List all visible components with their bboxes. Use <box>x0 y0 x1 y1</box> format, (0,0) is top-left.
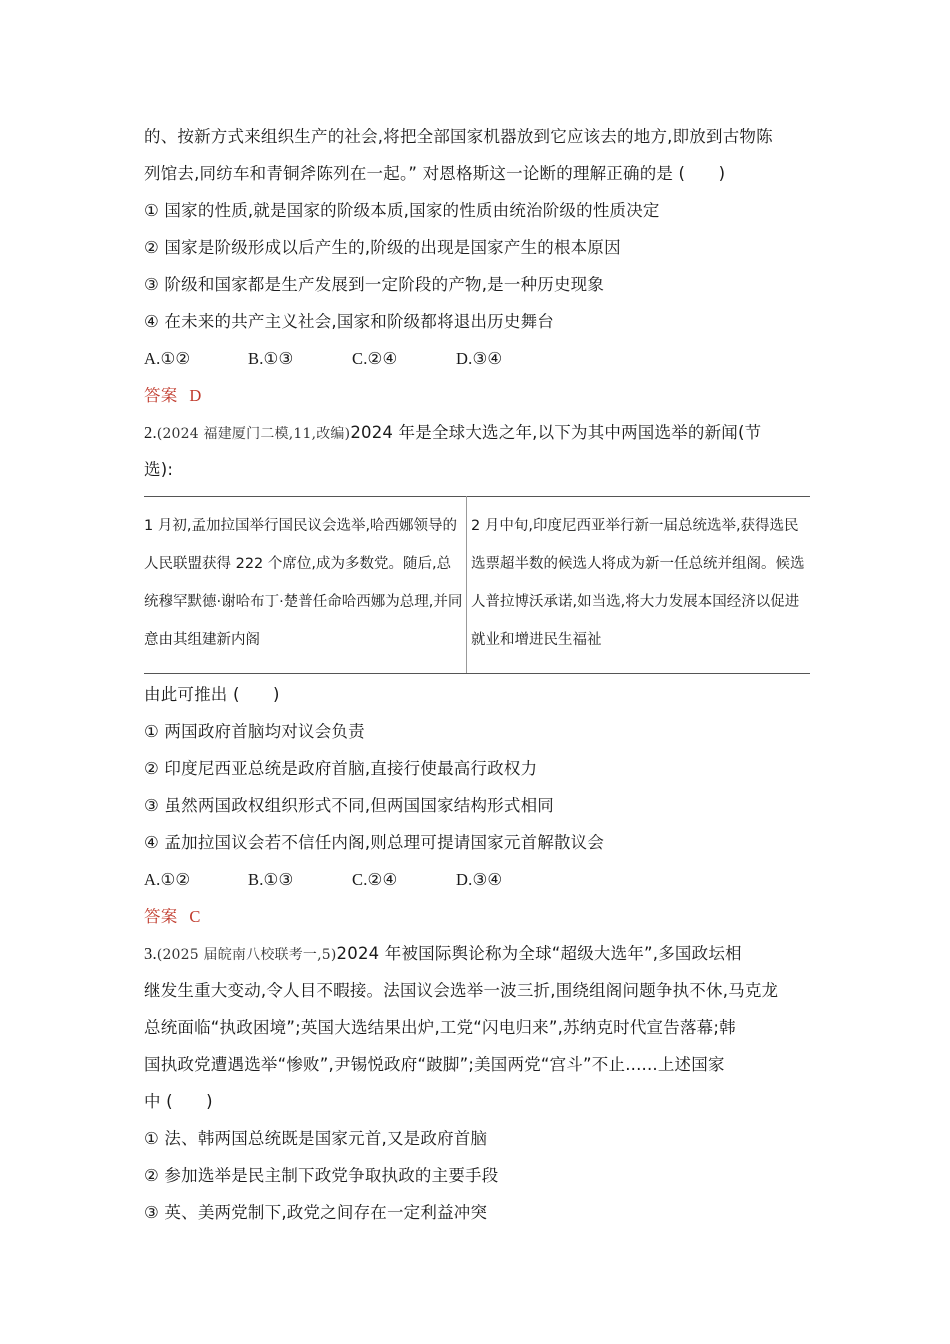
q2-stem-text: 2024 年是全球大选之年,以下为其中两国选举的新闻(节 <box>350 423 762 442</box>
news-table <box>144 496 810 674</box>
q1-statement: ③ 阶级和国家都是生产发展到一定阶段的产物,是一种历史现象 <box>144 275 605 294</box>
q2-answer <box>144 898 810 935</box>
answer-label: 答案 <box>144 907 178 926</box>
document-page <box>144 118 810 1231</box>
q1-options <box>144 340 810 377</box>
q2-statement: ③ 虽然两国政权组织形式不同,但两国国家结构形式相同 <box>144 796 554 815</box>
q1-statement: ① 国家的性质,就是国家的阶级本质,国家的性质由统治阶级的性质决定 <box>144 201 660 220</box>
q2-option-c: C.②④ <box>352 870 398 889</box>
news-indonesia: 2 月中旬,印度尼西亚举行新一届总统选举,获得选民选票超半数的候选人将成为新一任总统并组阁。候选人普拉博沃承诺,如当选,将大力发展本国经济以促进就业和增进民生福祉 <box>467 497 811 674</box>
q1-option-c: C.②④ <box>352 349 398 368</box>
news-row <box>144 497 810 674</box>
q1-option-b: B.①③ <box>248 349 294 368</box>
q1-statement: ② 国家是阶级形成以后产生的,阶级的出现是国家产生的根本原因 <box>144 238 621 257</box>
q3-number: 3. <box>144 944 157 963</box>
q2-statement: ② 印度尼西亚总统是政府首脑,直接行使最高行政权力 <box>144 759 538 778</box>
q2-option-b: B.①③ <box>248 870 294 889</box>
q3-stem-line: 总统面临“执政困境”;英国大选结果出炉,工党“闪电归来”,苏纳克时代宣告落幕;韩 <box>144 1018 736 1037</box>
q1-option-a: A.①② <box>144 349 191 368</box>
q2-statement: ① 两国政府首脑均对议会负责 <box>144 722 365 741</box>
q2-statement: ④ 孟加拉国议会若不信任内阁,则总理可提请国家元首解散议会 <box>144 833 605 852</box>
q2-question: 由此可推出 ( ) <box>144 685 280 704</box>
q2-options <box>144 861 810 898</box>
answer-value: D <box>189 386 202 405</box>
answer-label: 答案 <box>144 386 178 405</box>
q3-stem-text: 2024 年被国际舆论称为全球“超级大选年”,多国政坛相 <box>336 944 742 963</box>
q3-statement: ③ 英、美两党制下,政党之间存在一定利益冲突 <box>144 1203 488 1222</box>
q3-stem-line: 国执政党遭遇选举“惨败”,尹锡悦政府“跛脚”;美国两党“宫斗”不止......上述国家 <box>144 1055 725 1074</box>
q3-stem-line <box>144 935 810 972</box>
q2-stem-line <box>144 414 810 451</box>
q3-source: (2025 届皖南八校联考一,5) <box>156 947 337 963</box>
q1-answer <box>144 377 810 414</box>
q1-stem-line: 列馆去,同纺车和青铜斧陈列在一起。” 对恩格斯这一论断的理解正确的是 ( ) <box>144 164 726 183</box>
q1-option-d: D.③④ <box>456 349 503 368</box>
q2-source: (2024 福建厦门二模,11,改编) <box>156 426 351 442</box>
q3-stem-line: 继发生重大变动,令人目不暇接。法国议会选举一波三折,围绕组阁问题争执不休,马克龙 <box>144 981 779 1000</box>
q1-stem-line: 的、按新方式来组织生产的社会,将把全部国家机器放到它应该去的地方,即放到古物陈 <box>144 127 773 146</box>
q1-statement: ④ 在未来的共产主义社会,国家和阶级都将退出历史舞台 <box>144 312 554 331</box>
news-bangladesh: 1 月初,孟加拉国举行国民议会选举,哈西娜领导的人民联盟获得 222 个席位,成为多数党。随后,总统穆罕默德·谢哈布丁·楚普任命哈西娜为总理,并同意由其组建新内阁 <box>144 497 467 674</box>
q3-statement: ② 参加选举是民主制下政党争取执政的主要手段 <box>144 1166 499 1185</box>
q3-stem-line: 中 ( ) <box>144 1092 213 1111</box>
q2-option-d: D.③④ <box>456 870 503 889</box>
q2-stem-line: 选): <box>144 460 174 479</box>
answer-value: C <box>189 907 201 926</box>
q2-number: 2. <box>144 423 157 442</box>
q2-option-a: A.①② <box>144 870 191 889</box>
q3-statement: ① 法、韩两国总统既是国家元首,又是政府首脑 <box>144 1129 488 1148</box>
